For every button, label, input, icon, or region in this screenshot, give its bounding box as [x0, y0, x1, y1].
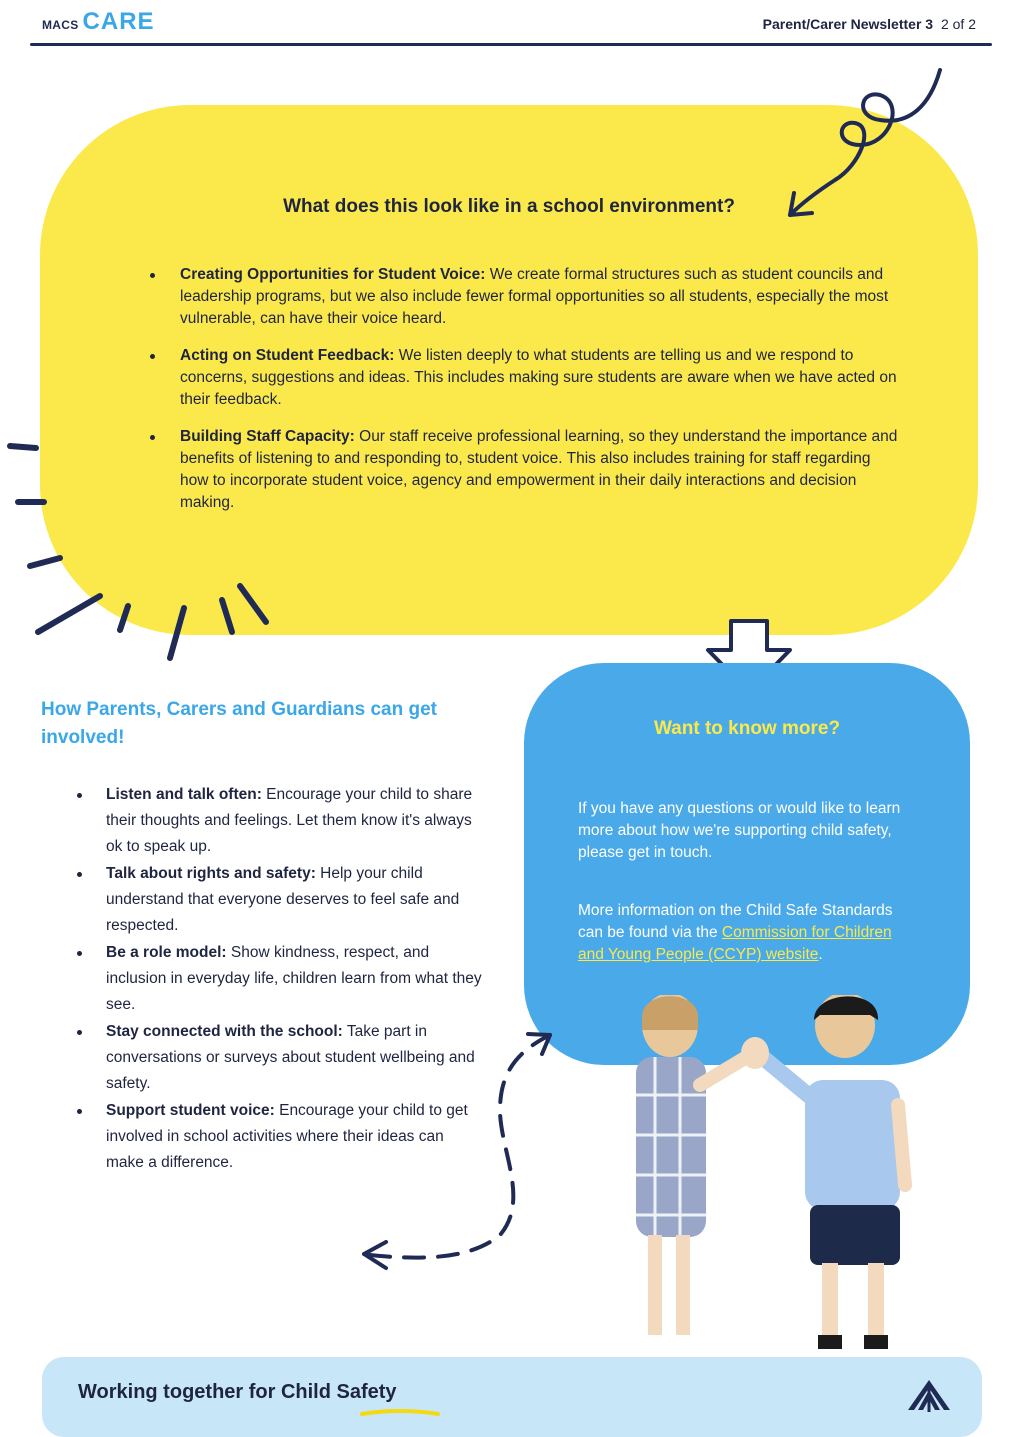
ccyp-website-link[interactable]: Commission for Children and Young People (CCYP) website [578, 924, 892, 963]
item-heading: Building Staff Capacity: [180, 428, 355, 445]
logo-macs-text: MACS [42, 18, 79, 32]
item-text: Encourage your child to get involved in school activities where their ideas can make a difference. [106, 1102, 468, 1171]
item-heading: Be a role model: [106, 944, 227, 961]
ccyp-prefix: More information on the Child Safe Standards can be found via the [578, 902, 893, 941]
macs-care-logo [42, 8, 155, 36]
list-item [106, 861, 484, 939]
list-item [106, 940, 484, 1018]
list-item [180, 345, 900, 411]
girl-figure [636, 995, 750, 1349]
newsletter-header [763, 16, 976, 32]
page-number: 2 of 2 [940, 16, 976, 32]
item-heading: Stay connected with the school: [106, 1023, 343, 1040]
footer-tagline: Working together for Child Safety [78, 1381, 397, 1403]
ccyp-suffix: . [818, 946, 823, 963]
item-text: Our staff receive professional learning, so they understand the importance and benefits of listening to and responding to, student voice. This also includes training for staff regarding how to incorporate student voice, agency and empowerment in their daily interactions and decision making. [180, 428, 898, 511]
header-divider [30, 43, 992, 46]
list-item [106, 782, 484, 860]
school-environment-title: What does this look like in a school environment? [283, 196, 735, 217]
newsletter-title: Parent/Carer Newsletter 3 [762, 16, 934, 32]
item-heading: Talk about rights and safety: [106, 865, 316, 882]
children-high-five-image [600, 995, 945, 1355]
logo-care-text: CARE [82, 8, 155, 35]
item-heading: Support student voice: [106, 1102, 275, 1119]
know-more-paragraph: If you have any questions or would like to learn more about how we're supporting child safety, please get in touch. [578, 800, 901, 861]
item-text: We listen deeply to what students are telling us and we respond to concerns, suggestions and ideas. This includes making sure students are aware when we have acted on their feedback. [180, 347, 897, 408]
item-heading: Listen and talk often: [106, 786, 262, 803]
yellow-underline [360, 1408, 440, 1418]
parents-involved-title: How Parents, Carers and Guardians can get involved! [41, 699, 437, 748]
item-text: Show kindness, respect, and inclusion in everyday life, children learn from what they see. [106, 944, 482, 1013]
item-heading: Acting on Student Feedback: [180, 347, 395, 364]
dashed-arrow-icon [350, 1020, 580, 1280]
item-text: Encourage your child to share their thoughts and feelings. Let them know it's always ok to speak up. [106, 786, 473, 855]
item-text: We create formal structures such as student councils and leadership programs, but we also include fewer formal opportunities so all students, especially the most vulnerable, can have their voice heard. [180, 266, 889, 327]
list-item [180, 264, 900, 330]
boy-figure [760, 995, 905, 1349]
item-heading: Creating Opportunities for Student Voice: [180, 266, 486, 283]
macs-emblem-icon [906, 1378, 952, 1414]
item-text: Help your child understand that everyone deserves to feel safe and respected. [106, 865, 460, 934]
ccyp-paragraph [578, 900, 908, 966]
school-environment-list [180, 264, 900, 529]
item-text: Take part in conversations or surveys about student wellbeing and safety. [106, 1023, 475, 1092]
know-more-title: Want to know more? [653, 718, 841, 739]
list-item [180, 426, 900, 514]
